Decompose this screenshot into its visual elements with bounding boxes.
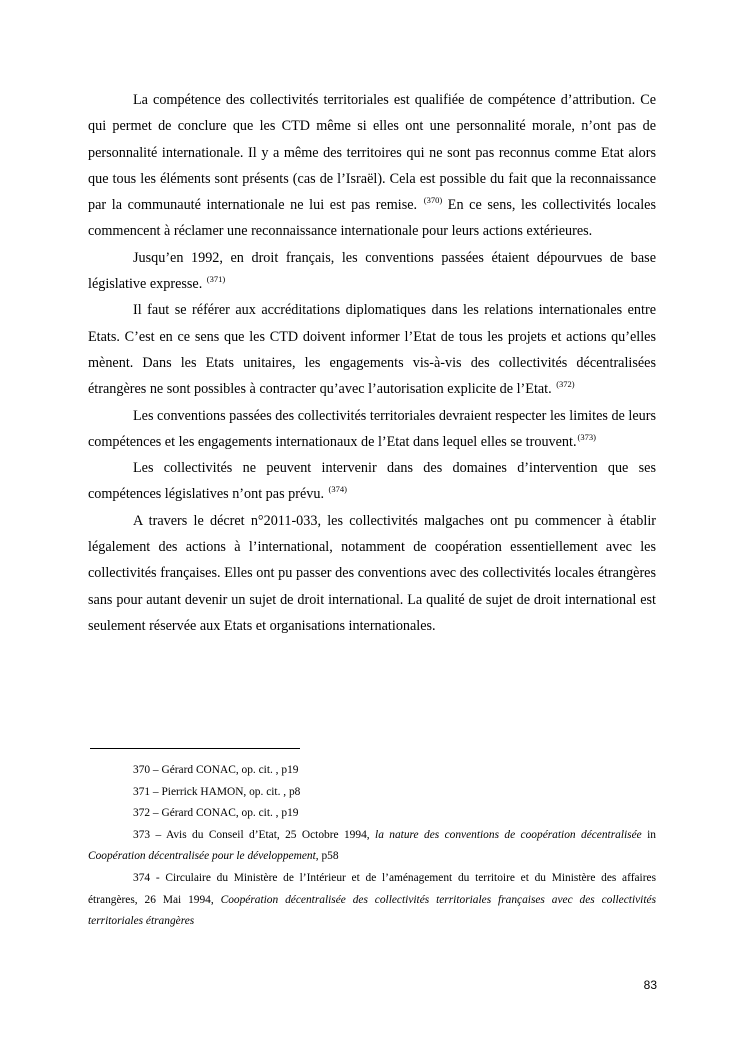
footnote-ref-374: (374) (328, 484, 347, 495)
paragraph-text: Jusqu’en 1992, en droit français, les conventions passées étaient dépourvues de base législative expresse. (88, 249, 656, 293)
footnote-title-italic: Coopération décentralisée des collectivités territoriales françaises avec des collectivités territoriales étrangères (88, 893, 656, 928)
footnote-text: 370 – Gérard CONAC, op. cit. , p19 (133, 764, 299, 776)
paragraph-2 (88, 245, 656, 298)
footnote-text: 373 – Avis du Conseil d’Etat, 25 Octobre 1994, (133, 828, 376, 841)
footnotes (88, 760, 656, 933)
footnote-371 (88, 782, 656, 804)
paragraph-5 (88, 455, 656, 508)
footnote-source-italic: Coopération décentralisée pour le développement (88, 850, 316, 863)
paragraph-3 (88, 297, 656, 402)
paragraph-6 (88, 508, 656, 639)
footnote-text: 372 – Gérard CONAC, op. cit. , p19 (133, 807, 299, 820)
footnote-text: 374 - Circulaire du Ministère de l’Intérieur et de l’aménagement du territoire et du Ministère des affaires étrangères, 26 Mai 1994, (88, 871, 656, 906)
footnote-text-after: , p58 (315, 850, 339, 863)
footnote-374 (88, 868, 656, 933)
paragraph-4 (88, 403, 656, 456)
footnote-text: 371 – Pierrick HAMON, op. cit. , p8 (133, 785, 301, 798)
footnote-ref-372: (372) (556, 379, 575, 390)
footnote-separator (90, 748, 300, 749)
footnote-ref-373: (373) (577, 431, 596, 442)
paragraph-text-continued: En ce sens, les collectivités locales commencent à réclamer une reconnaissance internationale pour leurs actions extérieures. (88, 197, 656, 240)
footnote-370 (88, 760, 656, 782)
paragraph-text: Les conventions passées des collectivités territoriales devraient respecter les limites de leurs compétences et les engagements internationaux de l’Etat dans lequel elles se trouvent. (88, 407, 656, 450)
paragraph-text: Il faut se référer aux accréditations diplomatiques dans les relations internationales entre Etats. C’est en ce sens que les CTD doivent informer l’Etat de tous les projets et actions qu’elles mènent. Dans les Etats unitaires, les engagements vis-à-vis des collectivités décentralisées étrangères ne sont possibles à contracter qu’avec l’autorisation explicite de l’Etat. (88, 302, 656, 398)
page-number: 83 (643, 978, 657, 992)
paragraph-text: Les collectivités ne peuvent intervenir dans des domaines d’intervention que ses compétences législatives n’ont pas prévu. (88, 460, 656, 503)
paragraph-text: La compétence des collectivités territoriales est qualifiée de compétence d’attribution. Ce qui permet de conclure que les CTD même si elles ont une personnalité morale, n’ont pas de personnalité internationale. Il y a même des territoires qui ne sont pas reconnus comme Etat alors que tous les éléments sont présents (cas de l’Israël). Cela est possible du fait que la reconnaissance par la communauté internationale ne lui est pas remise. (88, 92, 656, 214)
paragraph-1 (88, 87, 656, 245)
footnote-ref-370: (370) (423, 195, 443, 206)
paragraph-text: A travers le décret n°2011-033, les collectivités malgaches ont pu commencer à établir légalement des actions à l’international, notamment de coopération essentiellement avec les collectivités françaises. Elles ont pu passer des conventions avec des collectivités locales étrangères sans pour autant devenir un sujet de droit international. La qualité de sujet de droit international est seulement réservée aux Etats et organisations internationales. (88, 512, 656, 634)
footnote-372 (88, 803, 656, 825)
footnote-ref-371: (371) (206, 274, 226, 285)
body-text (88, 87, 656, 639)
footnote-text-mid: in (641, 828, 656, 841)
footnote-373 (88, 825, 656, 868)
footnote-title-italic: la nature des conventions de coopération décentralisée (375, 828, 642, 841)
